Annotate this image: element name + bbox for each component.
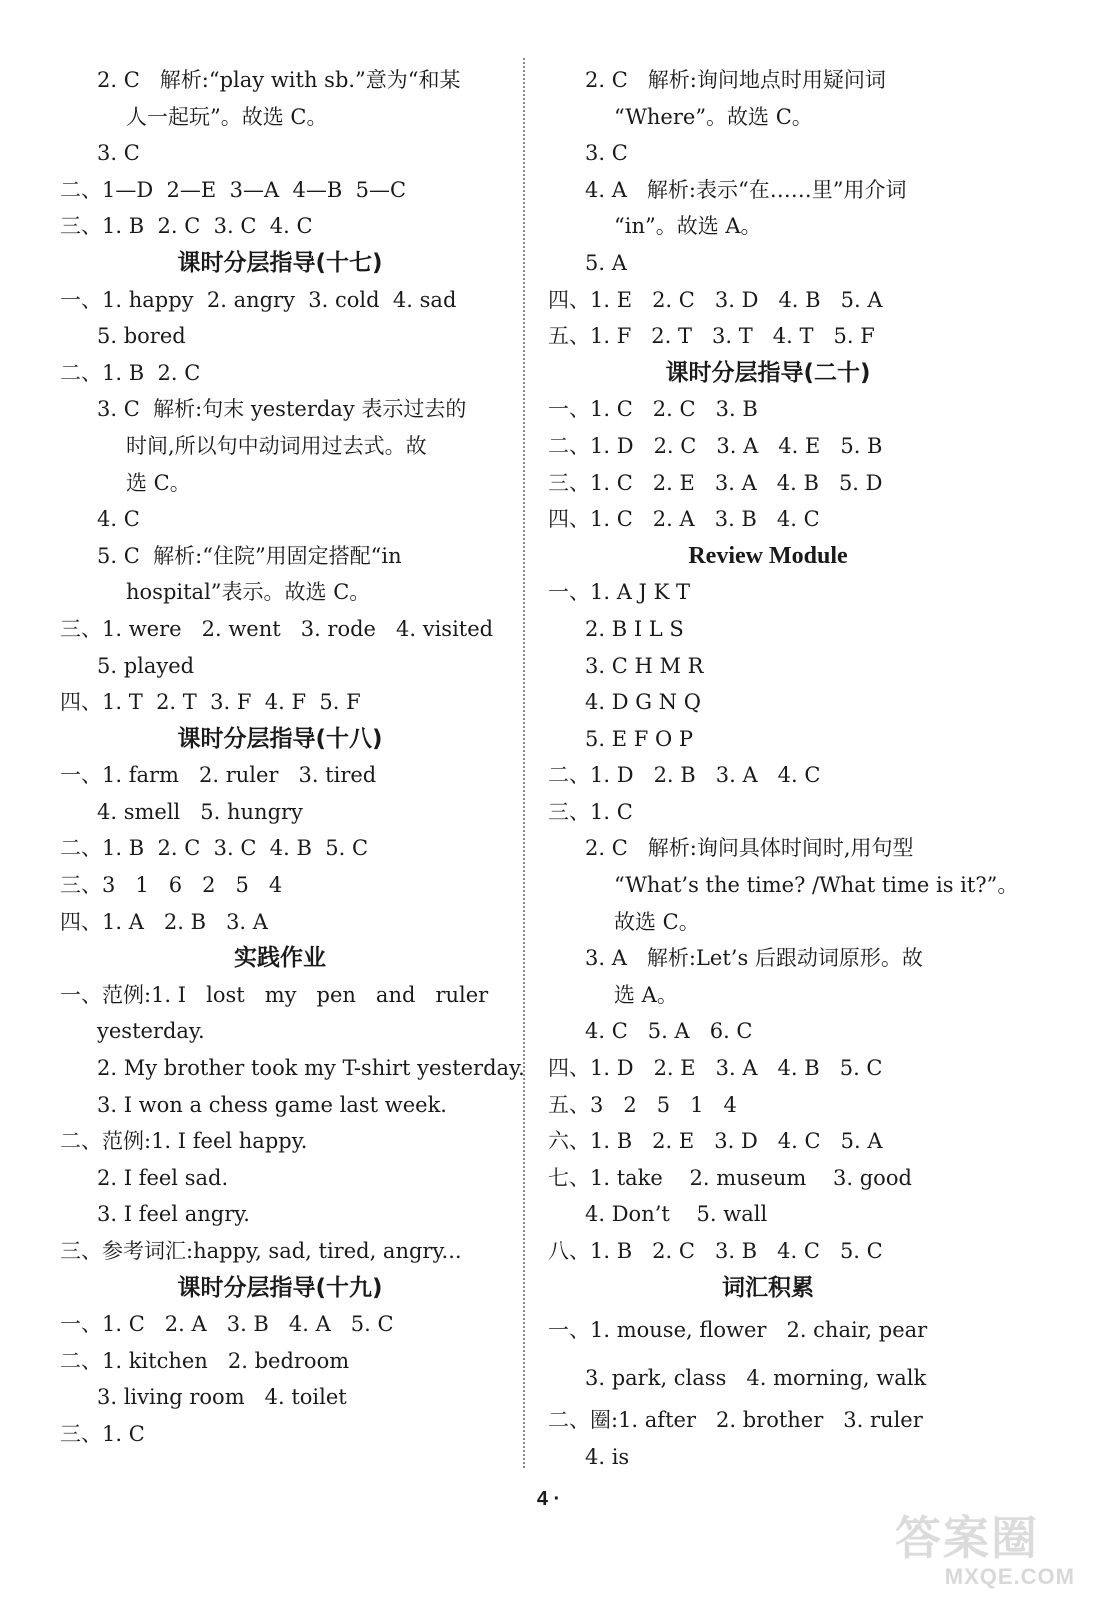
answer-line: 三、1. were 2. went 3. rode 4. visited (60, 616, 494, 641)
answer-line: 4. smell 5. hungry (97, 799, 303, 824)
section-heading (548, 355, 988, 392)
answer-line: 三、3 1 6 2 5 4 (60, 873, 283, 898)
section-heading (60, 1270, 500, 1307)
answer-line: 二、1. B 2. C (60, 360, 201, 385)
answer-line: 2. C 解析:询问具体时间时,用句型 (585, 836, 914, 861)
answer-line: 五、1. F 2. T 3. T 4. T 5. F (548, 324, 875, 349)
answer-line: 一、范例:1. I lost my pen and ruler (60, 982, 489, 1007)
answer-line: 4. C 5. A 6. C (585, 1019, 753, 1044)
answer-line: 5. bored (97, 324, 186, 349)
answer-line: 三、1. C (60, 1421, 145, 1446)
section-heading-text: Review Module (688, 542, 848, 569)
answer-line: 2. I feel sad. (97, 1165, 229, 1190)
answer-line: 4. D G N Q (585, 690, 701, 715)
answer-line: 3. living room 4. toilet (97, 1385, 347, 1410)
answer-line: 二、圈:1. after 2. brother 3. ruler (548, 1408, 923, 1433)
page-number: 4 · (536, 1488, 561, 1510)
answer-line: 4. Don’t 5. wall (585, 1202, 768, 1227)
answer-line: 选 C。 (126, 470, 191, 495)
answer-line: 一、1. mouse, flower 2. chair, pear (548, 1318, 928, 1343)
answer-line: 2. B I L S (585, 616, 684, 641)
answer-line: 人一起玩”。故选 C。 (126, 104, 328, 129)
answer-line: 5. A (585, 250, 627, 275)
section-heading (60, 721, 500, 758)
answer-line: “in”。故选 A。 (614, 214, 762, 239)
answer-line: 5. C 解析:“住院”用固定搭配“in (97, 543, 402, 568)
answer-line: 四、1. E 2. C 3. D 4. B 5. A (548, 287, 883, 312)
answer-line: “What’s the time? /What time is it?”。 (614, 873, 1019, 898)
answer-line: 二、范例:1. I feel happy. (60, 1129, 308, 1154)
right-column (548, 62, 1019, 1475)
answer-line: 一、1. A J K T (548, 580, 691, 605)
answer-line: 三、1. C (548, 799, 633, 824)
section-heading (548, 538, 988, 575)
answer-line: 5. played (97, 653, 195, 678)
answer-line: 一、1. C 2. A 3. B 4. A 5. C (60, 1312, 394, 1337)
answer-line: 四、1. A 2. B 3. A (60, 909, 268, 934)
watermark-logo (895, 1502, 1075, 1592)
answer-line: 3. C (585, 141, 628, 166)
section-heading-text: 课时分层指导(十九) (177, 1274, 383, 1301)
answer-line: 一、1. farm 2. ruler 3. tired (60, 763, 377, 788)
answer-line: 四、1. D 2. E 3. A 4. B 5. C (548, 1056, 883, 1081)
watermark-text: 答案圈 (895, 1512, 1039, 1564)
answer-line: 2. C 解析:“play with sb.”意为“和某 (97, 68, 461, 92)
answer-line: 四、1. T 2. T 3. F 4. F 5. F (60, 690, 361, 715)
answer-line: 时间,所以句中动词用过去式。故 (126, 433, 427, 458)
answer-line: 一、1. C 2. C 3. B (548, 397, 758, 422)
answer-line: 3. C 解析:句末 yesterday 表示过去的 (97, 397, 467, 422)
answer-line: 二、1. B 2. C 3. C 4. B 5. C (60, 836, 369, 861)
answer-line: 二、1. D 2. B 3. A 4. C (548, 763, 821, 788)
section-heading (548, 1270, 988, 1307)
answer-line: “Where”。故选 C。 (614, 104, 813, 129)
answer-line: 3. I won a chess game last week. (97, 1092, 447, 1117)
answer-line: 4. A 解析:表示“在……里”用介词 (585, 177, 907, 202)
section-heading-text: 课时分层指导(十八) (177, 725, 383, 752)
section-heading-text: 实践作业 (234, 945, 326, 972)
answer-line: 二、1—D 2—E 3—A 4—B 5—C (60, 177, 407, 202)
answer-line: yesterday. (97, 1019, 205, 1044)
answer-line: 三、参考词汇:happy, sad, tired, angry... (60, 1239, 462, 1263)
watermark-url: MXQE.COM (944, 1564, 1075, 1589)
answer-line: hospital”表示。故选 C。 (126, 580, 371, 605)
answer-line: 四、1. C 2. A 3. B 4. C (548, 507, 820, 532)
answer-line: 二、1. D 2. C 3. A 4. E 5. B (548, 433, 883, 458)
answer-line: 3. park, class 4. morning, walk (585, 1366, 927, 1391)
answer-line: 二、1. kitchen 2. bedroom (60, 1348, 350, 1373)
section-heading (60, 940, 500, 977)
section-heading-text: 词汇积累 (722, 1274, 814, 1301)
section-heading (60, 245, 500, 282)
answer-line: 4. is (585, 1444, 630, 1469)
answer-line: 六、1. B 2. E 3. D 4. C 5. A (548, 1129, 883, 1154)
column-divider (523, 58, 525, 1468)
answer-line: 2. C 解析:询问地点时用疑问词 (585, 68, 886, 92)
answer-line: 故选 C。 (614, 909, 700, 934)
answer-line: 3. C H M R (585, 653, 704, 678)
answer-line: 3. A 解析:Let’s 后跟动词原形。故 (585, 946, 923, 971)
answer-line: 七、1. take 2. museum 3. good (548, 1165, 912, 1190)
answer-line: 八、1. B 2. C 3. B 4. C 5. C (548, 1239, 883, 1263)
answer-line: 5. E F O P (585, 726, 693, 751)
answer-line: 4. C (97, 507, 140, 532)
answer-line: 三、1. B 2. C 3. C 4. C (60, 214, 313, 239)
answer-line: 选 A。 (614, 982, 678, 1007)
answer-line: 一、1. happy 2. angry 3. cold 4. sad (60, 287, 457, 312)
answer-line: 3. C (97, 141, 140, 166)
answer-line: 三、1. C 2. E 3. A 4. B 5. D (548, 470, 883, 495)
answer-line: 2. My brother took my T-shirt yesterday. (97, 1056, 525, 1081)
answer-line: 3. I feel angry. (97, 1202, 250, 1227)
section-heading-text: 课时分层指导(二十) (665, 359, 871, 386)
section-heading-text: 课时分层指导(十七) (177, 249, 383, 276)
left-column (60, 62, 525, 1453)
answer-line: 五、3 2 5 1 4 (548, 1092, 737, 1117)
